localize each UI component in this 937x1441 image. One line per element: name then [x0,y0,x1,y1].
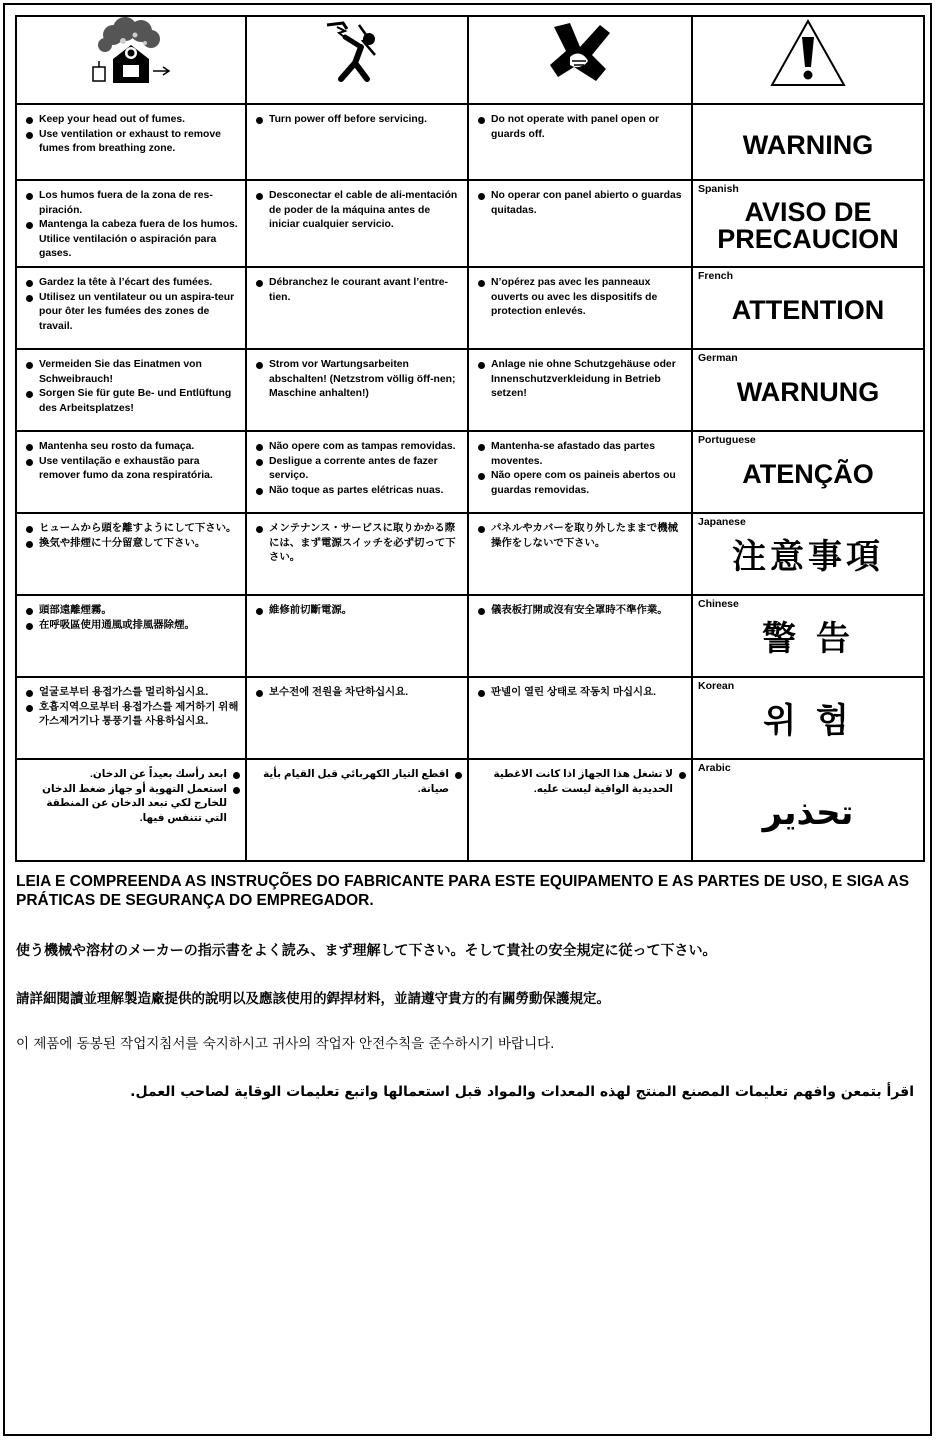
language-label: German [698,351,738,364]
instruction-item: 보수전에 전원을 차단하십시요. [255,686,463,701]
language-label: Arabic [698,761,731,774]
power-instructions-cell [246,513,468,595]
instruction-item: パネルやカバーを取り外したままで機械操作をしないで下さい。 [477,522,687,551]
instruction-list [469,268,691,324]
instruction-item: اقطع التيار الكهربائي قبل القيام بأية صيانة. [255,768,463,797]
instruction-item: 얼굴로부터 용접가스를 멀리하십시요. [25,686,241,701]
instruction-item: Los humos fuera de la zona de res-piración. [25,189,241,218]
instruction-list [17,514,245,555]
fumes-instructions-cell [16,349,246,431]
instruction-list [17,760,245,830]
instruction-item: Anlage nie ohne Schutzgehäuse oder Innenschutzverkleidung in Betrieb setzen! [477,358,687,402]
instruction-item: メンテナンス・サービスに取りかかる際には、まず電源スイッチを必ず切って下さい。 [255,522,463,566]
instruction-item: 頭部遠離煙霧。 [25,604,241,619]
instruction-list [469,596,691,623]
instruction-list [247,514,467,570]
fumes-instructions-cell [16,513,246,595]
instruction-list [469,432,691,502]
warning-row [16,513,924,595]
signal-word-cell [692,677,924,759]
warning-row [16,595,924,677]
power-instructions-cell [246,759,468,861]
instruction-list [469,181,691,222]
language-label: Japanese [698,515,746,528]
footer-portuguese: LEIA E COMPREENDA AS INSTRUÇÕES DO FABRICANTE PARA ESTE EQUIPAMENTO E AS PARTES DE USO, E SIGA AS PRÁTICAS DE SEGURANÇA DO EMPREGADOR. [16,873,910,909]
power-instructions-cell [246,349,468,431]
warning-row [16,349,924,431]
fumes-instructions-cell [16,677,246,759]
signal-word: AVISO DE PRECAUCION [717,197,899,255]
instruction-item: Não opere com os paineis abertos ou guardas removidas. [477,469,687,498]
instruction-list [17,678,245,734]
instruction-item: Do not operate with panel open or guards off. [477,113,687,142]
power-instructions-cell [246,104,468,180]
language-label: Chinese [698,597,739,610]
icon-cell-moving-parts [468,16,692,104]
warning-row [16,677,924,759]
instruction-item: 호흡지역으로부터 용접가스를 제거하기 위해 가스제거기나 통풍기를 사용하십시요. [25,701,241,730]
icon-cell-warning [692,16,924,104]
instruction-item: 在呼吸區使用通風或排風器除煙。 [25,619,241,634]
instruction-list [247,268,467,309]
instruction-list [469,105,691,146]
electric-shock-icon [317,17,397,89]
warning-triangle-icon [768,17,848,89]
footer-korean: 이 제품에 동봉된 작업지침서를 숙지하시고 귀사의 작업자 안전수칙을 준수하시기 바랍니다. [16,1036,555,1052]
footer-chinese: 請詳細閱讀並理解製造廠提供的說明以及應該使用的銲捍材料，並請遵守貴方的有關勞動保護規定。 [16,991,610,1007]
instruction-item: 換気や排煙に十分留意して下さい。 [25,537,241,552]
instruction-item: Gardez la tête à l’écart des fumées. [25,276,241,291]
moving-parts-hand-icon [540,17,620,89]
instruction-item: Strom vor Wartungsarbeiten abschalten! (Netzstrom völlig öff-nen; Maschine anhalten!) [255,358,463,402]
signal-word: ATENÇÃO [742,459,874,490]
panel-instructions-cell [468,513,692,595]
warning-row [16,759,924,861]
instruction-item: N’opérez pas avec les panneaux ouverts ou avec les dispositifs de protection enlevés. [477,276,687,320]
icon-cell-shock [246,16,468,104]
instruction-list [247,432,467,502]
panel-instructions-cell [468,349,692,431]
language-label: French [698,269,734,282]
fumes-instructions-cell [16,267,246,349]
instruction-list [17,268,245,338]
warning-row [16,180,924,267]
instruction-list [469,350,691,406]
instruction-item: Utilisez un ventilateur ou un aspira-teur pour ôter les fumées des zones de travail. [25,291,241,335]
instruction-list [247,350,467,406]
fumes-icon [83,17,179,89]
power-instructions-cell [246,595,468,677]
footer-japanese: 使う機械や溶材のメーカーの指示書をよく読み、まず理解して下さい。そして貴社の安全規定に従って下さい。 [16,943,717,959]
instruction-list [17,432,245,488]
instruction-item: استعمل التهوية أو جهاز ضغط الدخان للخارج لكي تبعد الدخان عن المنطقة التي تتنفس فيها. [25,783,241,827]
instruction-item: Mantenha-se afastado das partes moventes. [477,440,687,469]
signal-word-cell [692,431,924,513]
instruction-item: Não opere com as tampas removidas. [255,440,463,455]
instruction-item: 儀表板打開或沒有安全罩時不準作業。 [477,604,687,619]
fumes-instructions-cell [16,759,246,861]
warning-table [15,15,925,862]
fumes-instructions-cell [16,595,246,677]
instruction-list [469,678,691,705]
instruction-item: Sorgen Sie für gute Be- und Entlüftung des Arbeitsplatzes! [25,387,241,416]
instruction-item: Use ventilation or exhaust to remove fumes from breathing zone. [25,128,241,157]
instruction-list [247,596,467,623]
panel-instructions-cell [468,431,692,513]
instruction-item: No operar con panel abierto o guardas quitadas. [477,189,687,218]
power-instructions-cell [246,677,468,759]
instruction-item: ヒュームから頭を離すようにして下さい。 [25,522,241,537]
language-label: Portuguese [698,433,756,446]
signal-word-cell [692,759,924,861]
instruction-list [247,760,467,801]
instruction-item: Mantenga la cabeza fuera de los humos. Utilice ventilación o aspiración para gases. [25,218,241,262]
instruction-list [469,760,691,801]
instruction-item: Mantenha seu rosto da fumaça. [25,440,241,455]
signal-word-cell [692,595,924,677]
instruction-item: Turn power off before servicing. [255,113,463,128]
panel-instructions-cell [468,677,692,759]
instruction-item: Débranchez le courant avant l’entre-tien. [255,276,463,305]
signal-word: تحذير [762,792,854,833]
instruction-item: Desconectar el cable de ali-mentación de poder de la máquina antes de iniciar cualquier servicio. [255,189,463,233]
signal-word-cell [692,180,924,267]
instruction-list [17,350,245,420]
instruction-item: Não toque as partes elétricas nuas. [255,484,463,499]
instruction-list [247,105,467,132]
instruction-list [17,596,245,637]
power-instructions-cell [246,431,468,513]
signal-word: WARNING [742,129,874,160]
warning-row [16,267,924,349]
power-instructions-cell [246,180,468,267]
fumes-instructions-cell [16,104,246,180]
instruction-list [247,678,467,705]
instruction-list [469,514,691,555]
power-instructions-cell [246,267,468,349]
instruction-item: 維修前切斷電源。 [255,604,463,619]
instruction-item: Vermeiden Sie das Einatmen von Schweibrauch! [25,358,241,387]
instruction-item: Keep your head out of fumes. [25,113,241,128]
signal-word: WARNUNG [736,377,880,408]
signal-word-cell [692,104,924,180]
language-label: Korean [698,679,735,692]
instruction-item: Use ventilação e exhaustão para remover fumo da zona respiratória. [25,455,241,484]
instruction-list [17,105,245,161]
signal-word: 위 험 [763,700,853,741]
instruction-item: ابعد رأسك بعيداً عن الدخان. [25,768,241,783]
instruction-item: Desligue a corrente antes de fazer serviço. [255,455,463,484]
warning-row [16,431,924,513]
icon-cell-fumes [16,16,246,104]
instruction-item: 판넬이 열린 상태로 작동치 마십시요. [477,686,687,701]
panel-instructions-cell [468,180,692,267]
language-label: Spanish [698,183,739,195]
panel-instructions-cell [468,104,692,180]
signal-word-cell [692,349,924,431]
signal-word: ATTENTION [731,295,885,326]
footer-arabic: اقرأ بتمعن وافهم تعليمات المصنع المنتج لهذه المعدات والمواد قبل استعمالها واتبع تعليمات الوقاية لصاحب العمل. [130,1084,914,1100]
instruction-list [247,181,467,237]
panel-instructions-cell [468,267,692,349]
instruction-item: لا تشغل هذا الجهاز اذا كانت الاغطية الحديدية الواقية ليست عليه. [477,768,687,797]
warning-row [16,104,924,180]
signal-word-cell [692,513,924,595]
signal-word: 注意事項 [732,536,884,577]
signal-word-cell [692,267,924,349]
icon-row [16,16,924,104]
instruction-list [17,181,245,266]
fumes-instructions-cell [16,180,246,267]
panel-instructions-cell [468,759,692,861]
panel-instructions-cell [468,595,692,677]
signal-word: 警 告 [762,618,854,659]
fumes-instructions-cell [16,431,246,513]
